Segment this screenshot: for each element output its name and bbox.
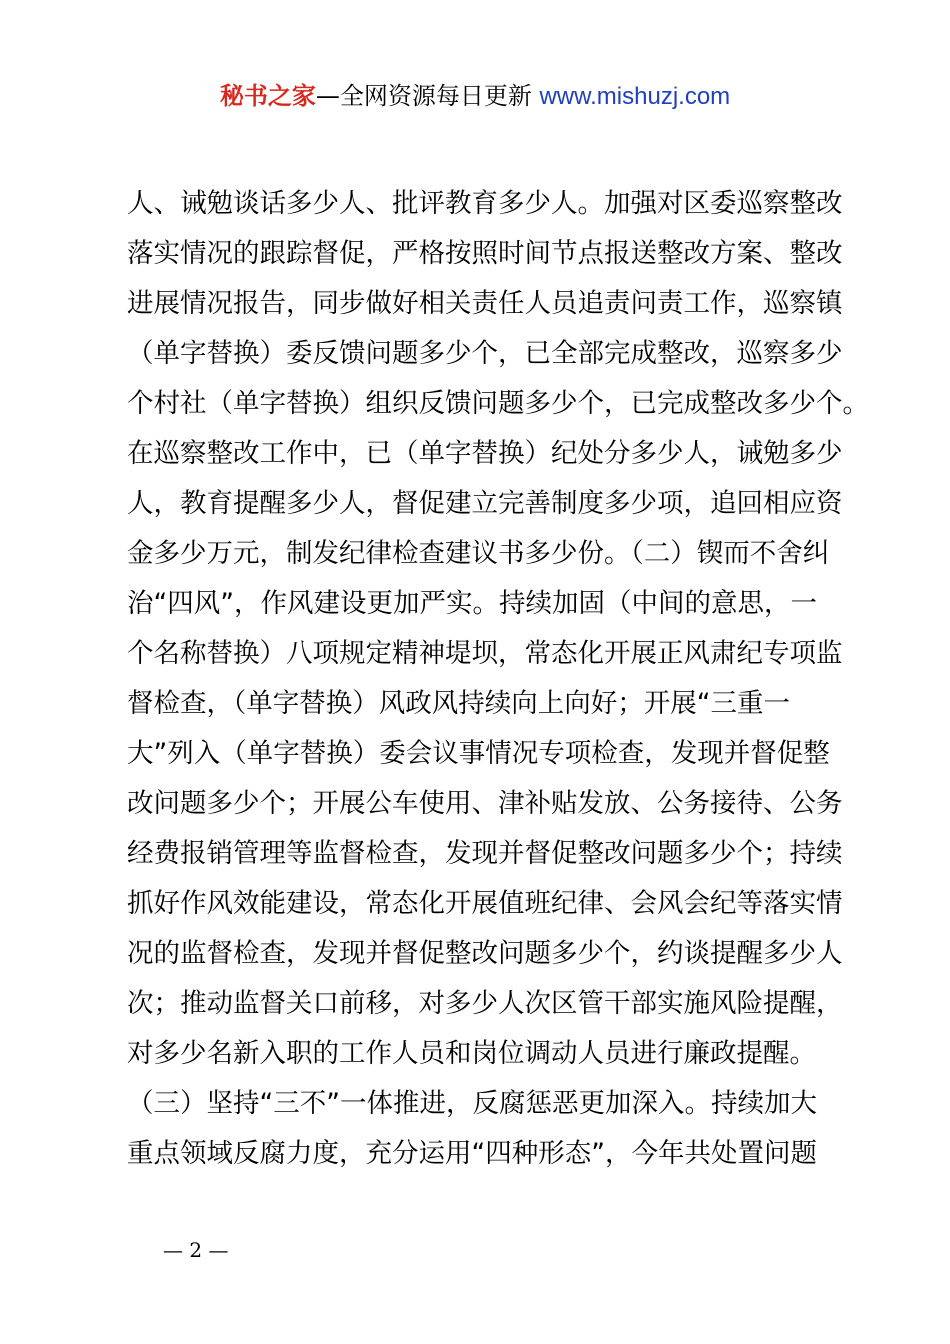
body-line: 治“四风”，作风建设更加严实。持续加固（中间的意思，一 xyxy=(127,588,817,619)
body-line: （单字替换）委反馈问题多少个，已全部完成整改，巡察多少 xyxy=(127,338,843,369)
body-line: 重点领域反腐力度，充分运用“四种形态”，今年共处置问题 xyxy=(127,1138,817,1169)
body-line: 在巡察整改工作中，已（单字替换）纪处分多少人，诫勉多少 xyxy=(127,438,843,469)
body-line: 对多少名新入职的工作人员和岗位调动人员进行廉政提醒。 xyxy=(127,1038,816,1069)
site-url[interactable]: www.mishuzj.com xyxy=(539,83,731,110)
site-header xyxy=(0,78,950,115)
body-line: 经费报销管理等监督检查，发现并督促整改问题多少个；持续 xyxy=(127,838,843,869)
body-line: （三）坚持“三不”一体推进，反腐惩恶更加深入。持续加大 xyxy=(127,1088,817,1119)
page-number: — 2 — xyxy=(163,1238,229,1262)
brand-name: 秘书之家 xyxy=(219,82,316,110)
body-line: 大”列入（单字替换）委会议事情况专项检查，发现并督促整 xyxy=(127,738,830,769)
body-line: 人，教育提醒多少人，督促建立完善制度多少项，追回相应资 xyxy=(127,488,843,519)
body-line: 个名称替换）八项规定精神堤坝，常态化开展正风肃纪专项监 xyxy=(127,638,843,669)
brand-slogan: —全网资源每日更新 xyxy=(315,82,532,110)
body-line: 落实情况的跟踪督促，严格按照时间节点报送整改方案、整改 xyxy=(127,238,843,269)
body-line: 抓好作风效能建设，常态化开展值班纪律、会风会纪等落实情 xyxy=(127,888,843,919)
body-line: 进展情况报告，同步做好相关责任人员追责问责工作，巡察镇 xyxy=(127,288,843,319)
body-line: 次；推动监督关口前移，对多少人次区管干部实施风险提醒， xyxy=(127,988,843,1019)
body-line: 改问题多少个；开展公车使用、津补贴发放、公务接待、公务 xyxy=(127,788,843,819)
body-line: 人、诫勉谈话多少人、批评教育多少人。加强对区委巡察整改 xyxy=(127,188,843,219)
body-line: 督检查，（单字替换）风政风持续向上向好；开展“三重一 xyxy=(127,688,790,719)
document-body xyxy=(127,179,869,1179)
body-line: 个村社（单字替换）组织反馈问题多少个，已完成整改多少个。 xyxy=(127,388,869,419)
body-line: 况的监督检查，发现并督促整改问题多少个，约谈提醒多少人 xyxy=(127,938,843,969)
body-line: 金多少万元，制发纪律检查建议书多少份。（二）锲而不舍纠 xyxy=(127,538,830,569)
